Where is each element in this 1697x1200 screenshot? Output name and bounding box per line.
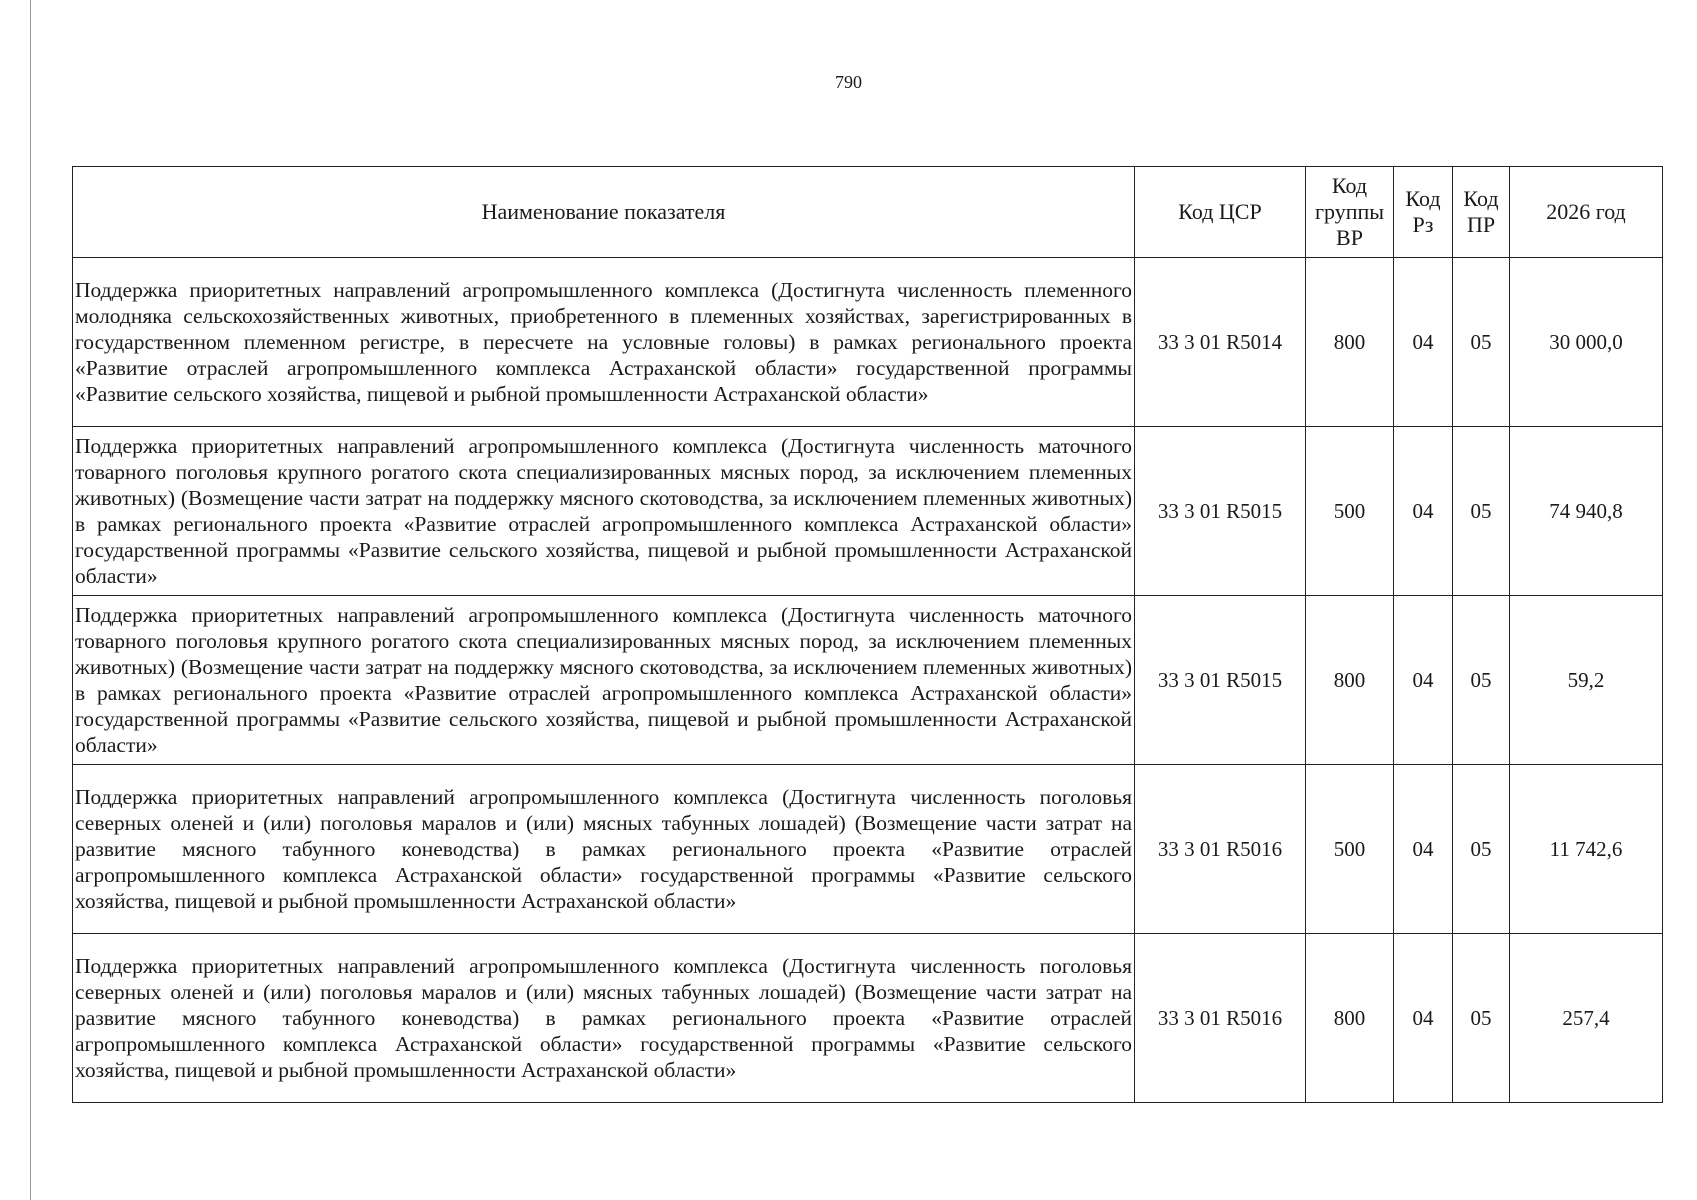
row-csr: 33 3 01 R5015 bbox=[1135, 596, 1306, 765]
row-csr: 33 3 01 R5016 bbox=[1135, 934, 1306, 1103]
row-name: Поддержка приоритетных направлений агропромышленного комплекса (Достигнута численность маточного товарного поголовья крупного рогатого скота специализированных мясных пород, за исключением племенных животных) (Возмещение части затрат на поддержку мясного скотоводства, за исключением племенных животных) в рамках регионального проекта «Развитие отраслей агропромышленного комплекса Астраханской области» государственной программы «Развитие сельского хозяйства, пищевой и рыбной промышленности Астраханской области» bbox=[73, 596, 1135, 765]
margin-line bbox=[30, 0, 31, 1200]
table-row bbox=[73, 934, 1663, 1103]
row-vr: 800 bbox=[1306, 934, 1394, 1103]
row-name: Поддержка приоритетных направлений агропромышленного комплекса (Достигнута численность маточного товарного поголовья крупного рогатого скота специализированных мясных пород, за исключением племенных животных) (Возмещение части затрат на поддержку мясного скотоводства, за исключением племенных животных) в рамках регионального проекта «Развитие отраслей агропромышленного комплекса Астраханской области» государственной программы «Развитие сельского хозяйства, пищевой и рыбной промышленности Астраханской области» bbox=[73, 427, 1135, 596]
row-pr: 05 bbox=[1453, 765, 1510, 934]
row-rz: 04 bbox=[1394, 596, 1453, 765]
row-vr: 800 bbox=[1306, 596, 1394, 765]
row-csr: 33 3 01 R5016 bbox=[1135, 765, 1306, 934]
row-year: 59,2 bbox=[1510, 596, 1663, 765]
header-name: Наименование показателя bbox=[73, 167, 1135, 258]
row-pr: 05 bbox=[1453, 427, 1510, 596]
table-row bbox=[73, 765, 1663, 934]
row-pr: 05 bbox=[1453, 258, 1510, 427]
row-year: 257,4 bbox=[1510, 934, 1663, 1103]
header-csr: Код ЦСР bbox=[1135, 167, 1306, 258]
row-rz: 04 bbox=[1394, 258, 1453, 427]
row-pr: 05 bbox=[1453, 596, 1510, 765]
row-rz: 04 bbox=[1394, 934, 1453, 1103]
header-vr: Код группы ВР bbox=[1306, 167, 1394, 258]
row-vr: 800 bbox=[1306, 258, 1394, 427]
table-row bbox=[73, 596, 1663, 765]
table-row bbox=[73, 258, 1663, 427]
row-csr: 33 3 01 R5015 bbox=[1135, 427, 1306, 596]
row-vr: 500 bbox=[1306, 765, 1394, 934]
row-year: 74 940,8 bbox=[1510, 427, 1663, 596]
row-year: 30 000,0 bbox=[1510, 258, 1663, 427]
row-rz: 04 bbox=[1394, 765, 1453, 934]
row-year: 11 742,6 bbox=[1510, 765, 1663, 934]
row-name: Поддержка приоритетных направлений агропромышленного комплекса (Достигнута численность племенного молодняка сельскохозяйственных животных, приобретенного в племенных хозяйствах, зарегистрированных в государственном племенном регистре, в пересчете на условные головы) в рамках регионального проекта «Развитие отраслей агропромышленного комплекса Астраханской области» государственной программы «Развитие сельского хозяйства, пищевой и рыбной промышленности Астраханской области» bbox=[73, 258, 1135, 427]
page-number: 790 bbox=[835, 72, 862, 92]
table-header-row bbox=[73, 167, 1663, 258]
row-vr: 500 bbox=[1306, 427, 1394, 596]
row-name: Поддержка приоритетных направлений агропромышленного комплекса (Достигнута численность поголовья северных оленей и (или) поголовья маралов и (или) мясных табунных лошадей) (Возмещение части затрат на развитие мясного табунного коневодства) в рамках регионального проекта «Развитие отраслей агропромышленного комплекса Астраханской области» государственной программы «Развитие сельского хозяйства, пищевой и рыбной промышленности Астраханской области» bbox=[73, 765, 1135, 934]
row-rz: 04 bbox=[1394, 427, 1453, 596]
header-rz: Код Рз bbox=[1394, 167, 1453, 258]
row-name: Поддержка приоритетных направлений агропромышленного комплекса (Достигнута численность поголовья северных оленей и (или) поголовья маралов и (или) мясных табунных лошадей) (Возмещение части затрат на развитие мясного табунного коневодства) в рамках регионального проекта «Развитие отраслей агропромышленного комплекса Астраханской области» государственной программы «Развитие сельского хозяйства, пищевой и рыбной промышленности Астраханской области» bbox=[73, 934, 1135, 1103]
table-row bbox=[73, 427, 1663, 596]
row-pr: 05 bbox=[1453, 934, 1510, 1103]
budget-table bbox=[72, 166, 1663, 1103]
header-pr: Код ПР bbox=[1453, 167, 1510, 258]
row-csr: 33 3 01 R5014 bbox=[1135, 258, 1306, 427]
header-year: 2026 год bbox=[1510, 167, 1663, 258]
